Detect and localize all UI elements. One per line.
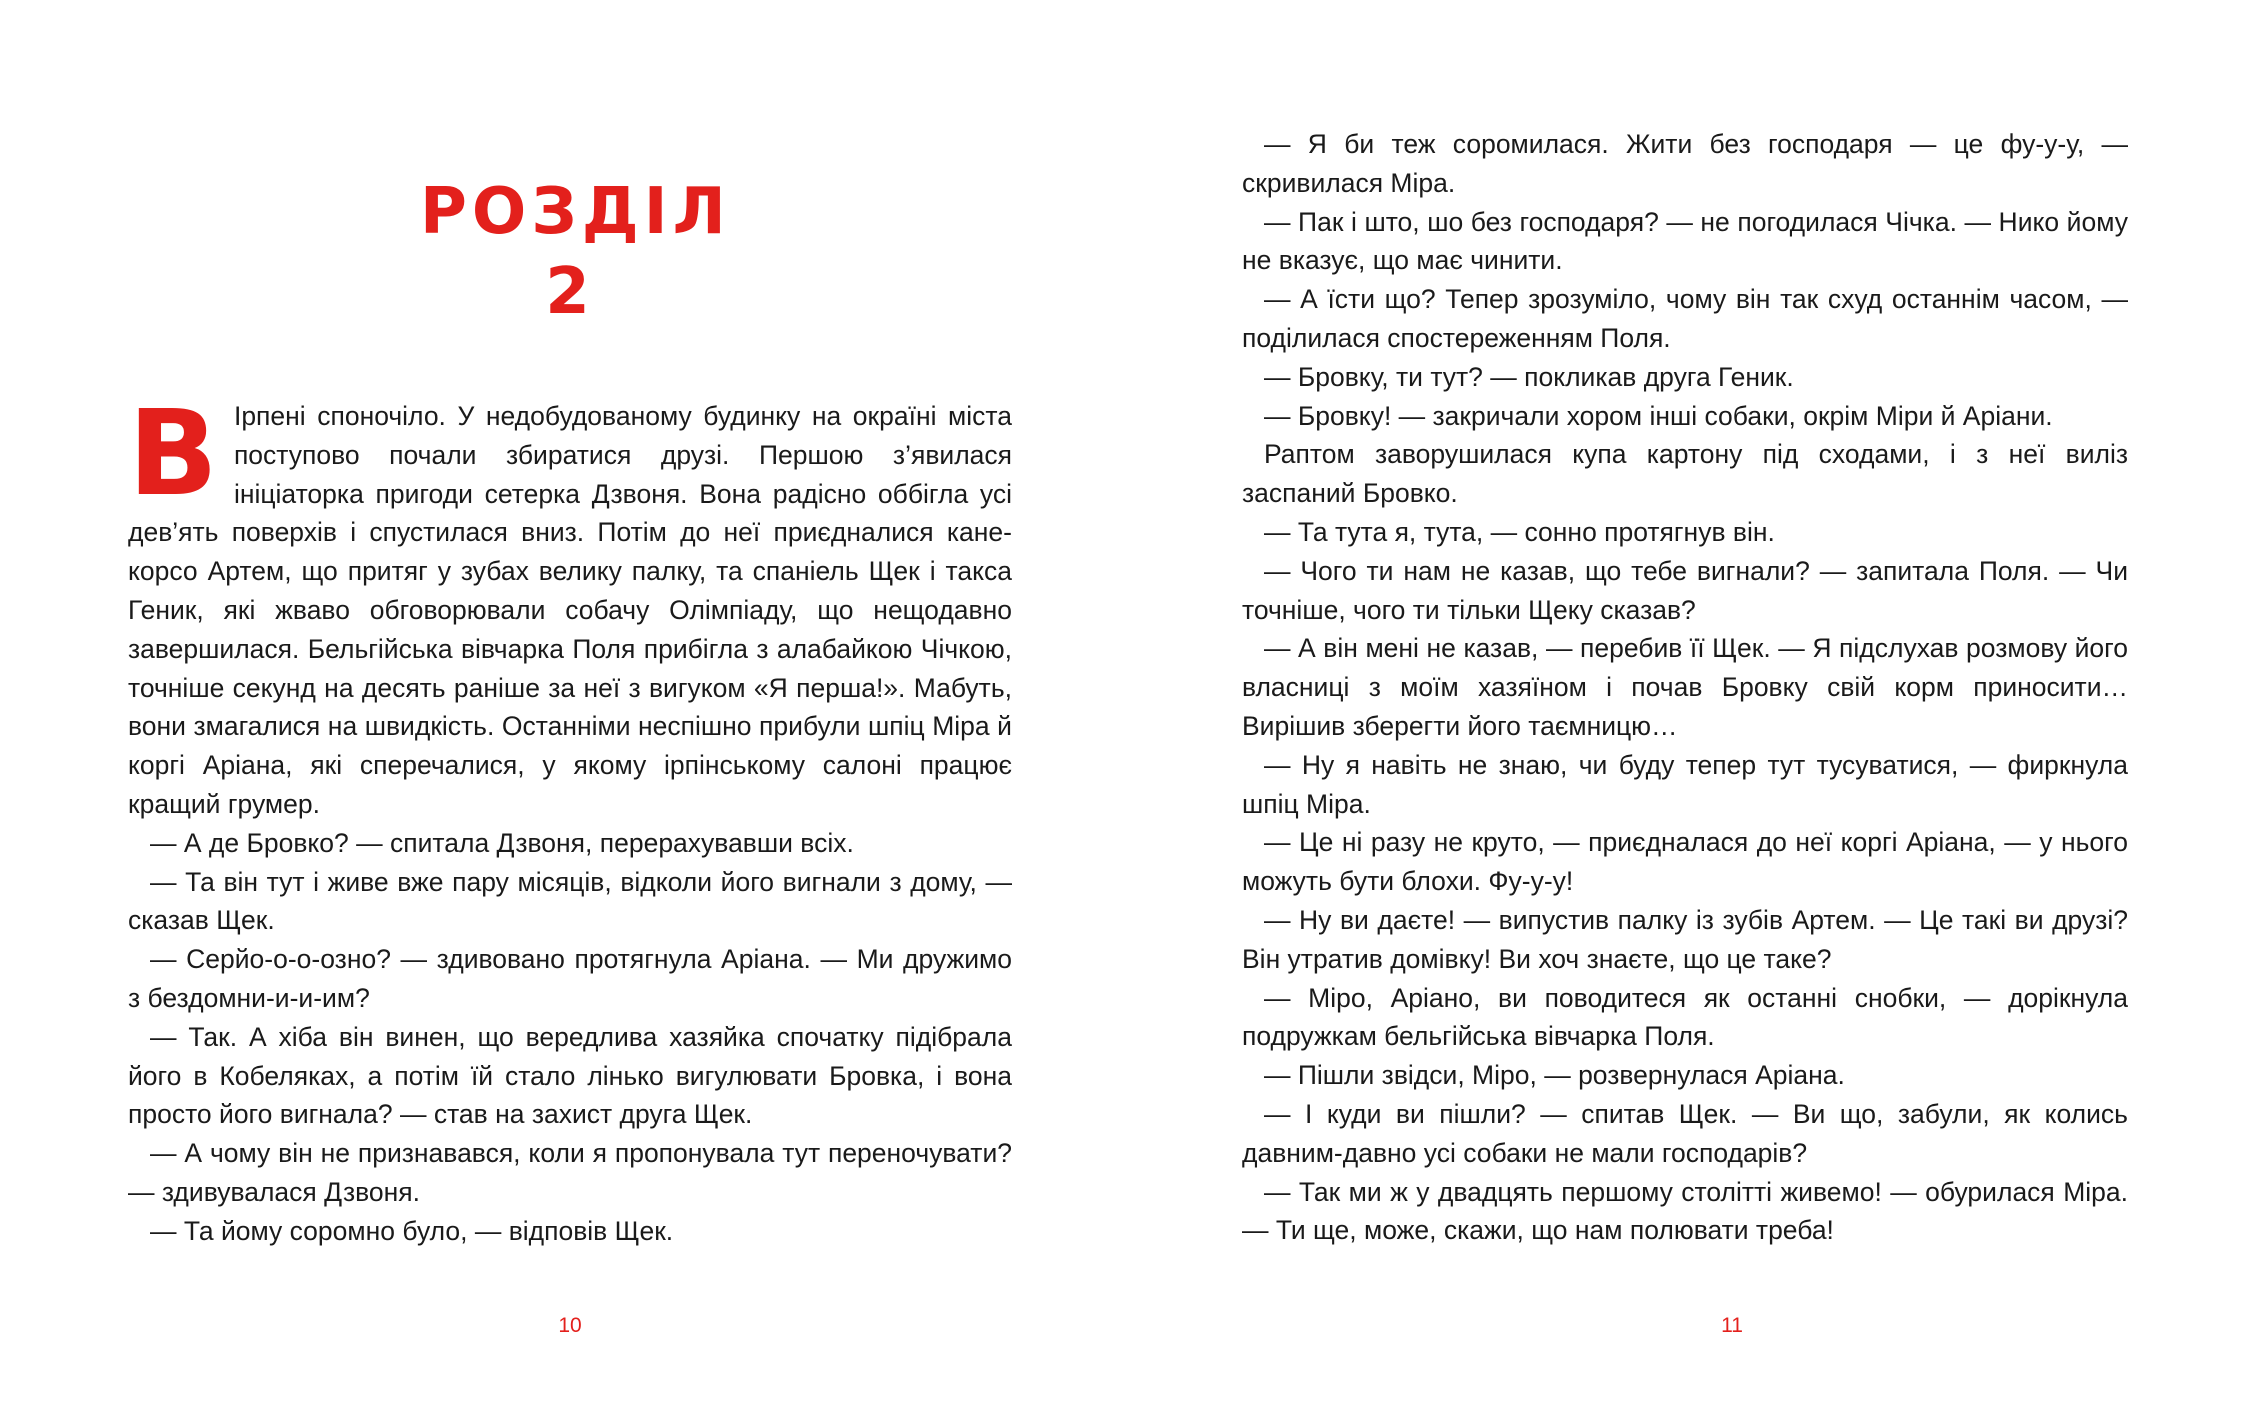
paragraph: — А він мені не казав, — перебив її Щек. — Я підслухав розмову його власниці з моїм хазяїном і почав Бровку свій корм приносити… Вирішив зберегти його таємницю… [1242,633,2128,741]
paragraph: — А де Бровко? — спитала Дзвоня, перерахувавши всіх. [150,827,854,858]
paragraph: — Ну я навіть не знаю, чи буду тепер тут тусуватися, — фиркнула шпіц Міра. [1242,749,2128,819]
first-paragraph [128,384,1012,824]
page-number-left: 10 [558,1314,582,1337]
right-page [1122,0,2245,1418]
paragraph: — Так. А хіба він винен, що вередлива хазяйка спочатку підібрала його в Кобеляках, а потім їй стало лінько вигулювати Бровка, і вона просто його вигнала? — став на захист друга Щек. [128,1021,1012,1130]
paragraph: — Бровку, ти тут? — покликав друга Геник. [1264,361,1794,392]
paragraph: — А чому він не признавався, коли я пропонувала тут переночувати? — здивувалася Дзвоня. [128,1138,1012,1207]
left-page-text [128,384,1012,1251]
right-page-text [1242,125,2128,1250]
first-paragraph-text: Ірпені споночіло. У недобудованому будинку на окраїні міста поступово почали збиратися друзі. Першою з’явилася ініціаторка пригоди сетерка Дзвоня. Вона радісно оббігла усі дев’ять поверхів і спустилася вниз. Потім до неї приєдналися кане-корсо Артем, що притяг у зубах велику палку, та спаніель Щек і такса Геник, які жваво обговорювали собачу Олімпіаду, що нещодавно завершилася. Бельгійська вівчарка Поля прибігла з алабайкою Чічкою, точніше секунд на десять раніше за неї з вигуком «Я перша!». Мабуть, вони змагалися на швидкість. Останніми неспішно прибули шпіц Міра й коргі Аріана, які сперечалися, у якому ірпінському салоні працює кращий грумер. [128,401,1012,819]
paragraph: — Та він тут і живе вже пару місяців, відколи його вигнали з дому, — сказав Щек. [128,866,1012,936]
left-page [0,0,1122,1418]
paragraph: — Бровку! — закричали хором інші собаки, окрім Міри й Аріани. [1264,400,2053,431]
paragraph: — Пак і што, шо без господаря? — не погодилася Чічка. — Нико йому не вказує, що має чинити. [1242,206,2128,276]
paragraph: — Та тута я, тута, — сонно протягнув він. [1264,516,1775,547]
paragraph: — Пішли звідси, Міро, — розвернулася Аріана. [1264,1060,1845,1091]
paragraph: — Так ми ж у двадцять першому столітті живемо! — обурилася Міра. — Ти ще, може, скажи, що нам полювати треба! [1242,1176,2128,1246]
paragraph: — А їсти що? Тепер зрозуміло, чому він так схуд останнім часом, — поділилася спостереженням Поля. [1242,284,2128,353]
drop-cap: В [128,384,218,522]
page-number-right: 11 [1721,1314,1743,1337]
paragraph: — Та йому соромно було, — відповів Щек. [150,1215,674,1246]
paragraph: — Чого ти нам не казав, що тебе вигнали? — запитала Поля. — Чи точніше, чого ти тільки Щеку сказав? [1242,555,2128,625]
paragraph: — І куди ви пішли? — спитав Щек. — Ви що, забули, як колись давним-давно усі собаки не мали господарів? [1242,1098,2128,1168]
paragraph: — Міро, Аріано, ви поводитеся як останні снобки, — дорікнула подружкам бельгійська вівчарка Поля. [1242,982,2128,1052]
paragraph: — Серйо-о-о-озно? — здивовано протягнула Аріана. — Ми дружимо з бездомни-и-и-им? [128,944,1012,1013]
paragraph: — Це ні разу не круто, — приєдналася до неї коргі Аріана, — у нього можуть бути блохи. Фу-у-у! [1242,827,2128,897]
paragraph: — Ну ви даєте! — випустив палку із зубів Артем. — Це такі ви друзі? Він утратив домівку! Ви хоч знаєте, що це таке? [1242,904,2128,974]
chapter-title: РОЗДІЛ 2 [420,175,731,329]
paragraph: — Я би теж соромилася. Жити без господаря — це фу-у-у, — скривилася Міра. [1242,129,2128,198]
paragraph: Раптом заворушилася купа картону під сходами, і з неї виліз заспаний Бровко. [1242,439,2128,509]
